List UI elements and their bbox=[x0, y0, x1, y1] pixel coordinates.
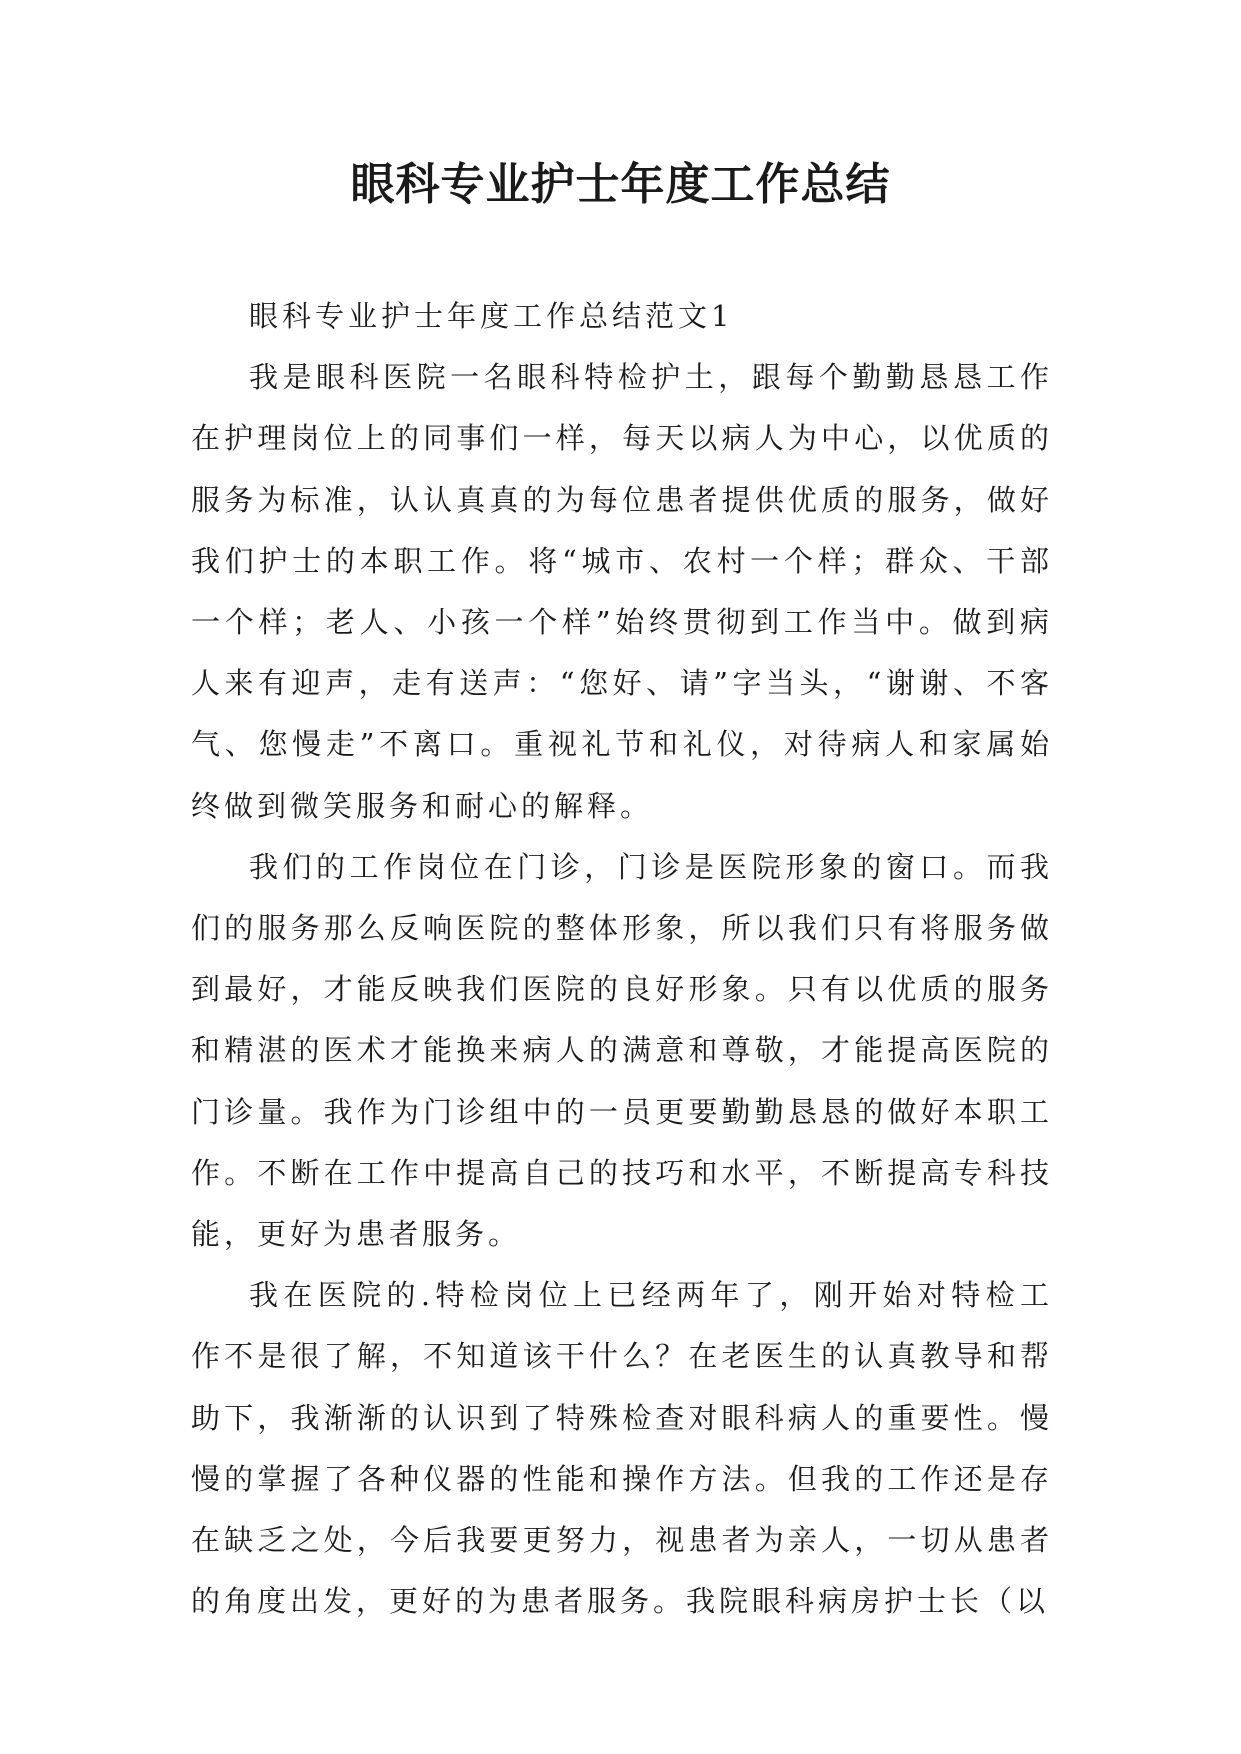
body-paragraph-1: 我是眼科医院一名眼科特检护土，跟每个勤勤恳恳工作在护理岗位上的同事们一样，每天以病人为中心，以优质的服务为标准，认认真真的为每位患者提供优质的服务，做好我们护士的本职工作。将“城市、农村一个样；群众、干部一个样；老人、小孩一个样”始终贯彻到工作当中。做到病人来有迎声，走有送声：“您好、请”字当头，“谢谢、不客气、您慢走”不离口。重视礼节和礼仪，对待病人和家属始终做到微笑服务和耐心的解释。 bbox=[191, 360, 1053, 823]
body-paragraph-2: 我们的工作岗位在门诊，门诊是医院形象的窗口。而我们的服务那么反响医院的整体形象，所以我们只有将服务做到最好，才能反映我们医院的良好形象。只有以优质的服务和精湛的医术才能换来病人的满意和尊敬，才能提高医院的门诊量。我作为门诊组中的一员更要勤勤恳恳的做好本职工作。不断在工作中提高自己的技巧和水平，不断提高专科技能，更好为患者服务。 bbox=[191, 849, 1053, 1252]
document-body bbox=[191, 286, 1053, 1632]
document-title: 眼科专业护士年度工作总结 bbox=[350, 159, 891, 210]
subtitle-paragraph: 眼科专业护士年度工作总结范文1 bbox=[249, 299, 734, 333]
body-paragraph-3: 我在医院的.特检岗位上已经两年了，刚开始对特检工作不是很了解，不知道该干什么？在老医生的认真教导和帮助下，我渐渐的认识到了特殊检查对眼科病人的重要性。慢慢的掌握了各种仪器的性能和操作方法。但我的工作还是存在缺乏之处，今后我要更努力，视患者为亲人，一切从患者的角度出发，更好的为患者服务。我院眼科病房护士长（以 bbox=[191, 1278, 1053, 1619]
